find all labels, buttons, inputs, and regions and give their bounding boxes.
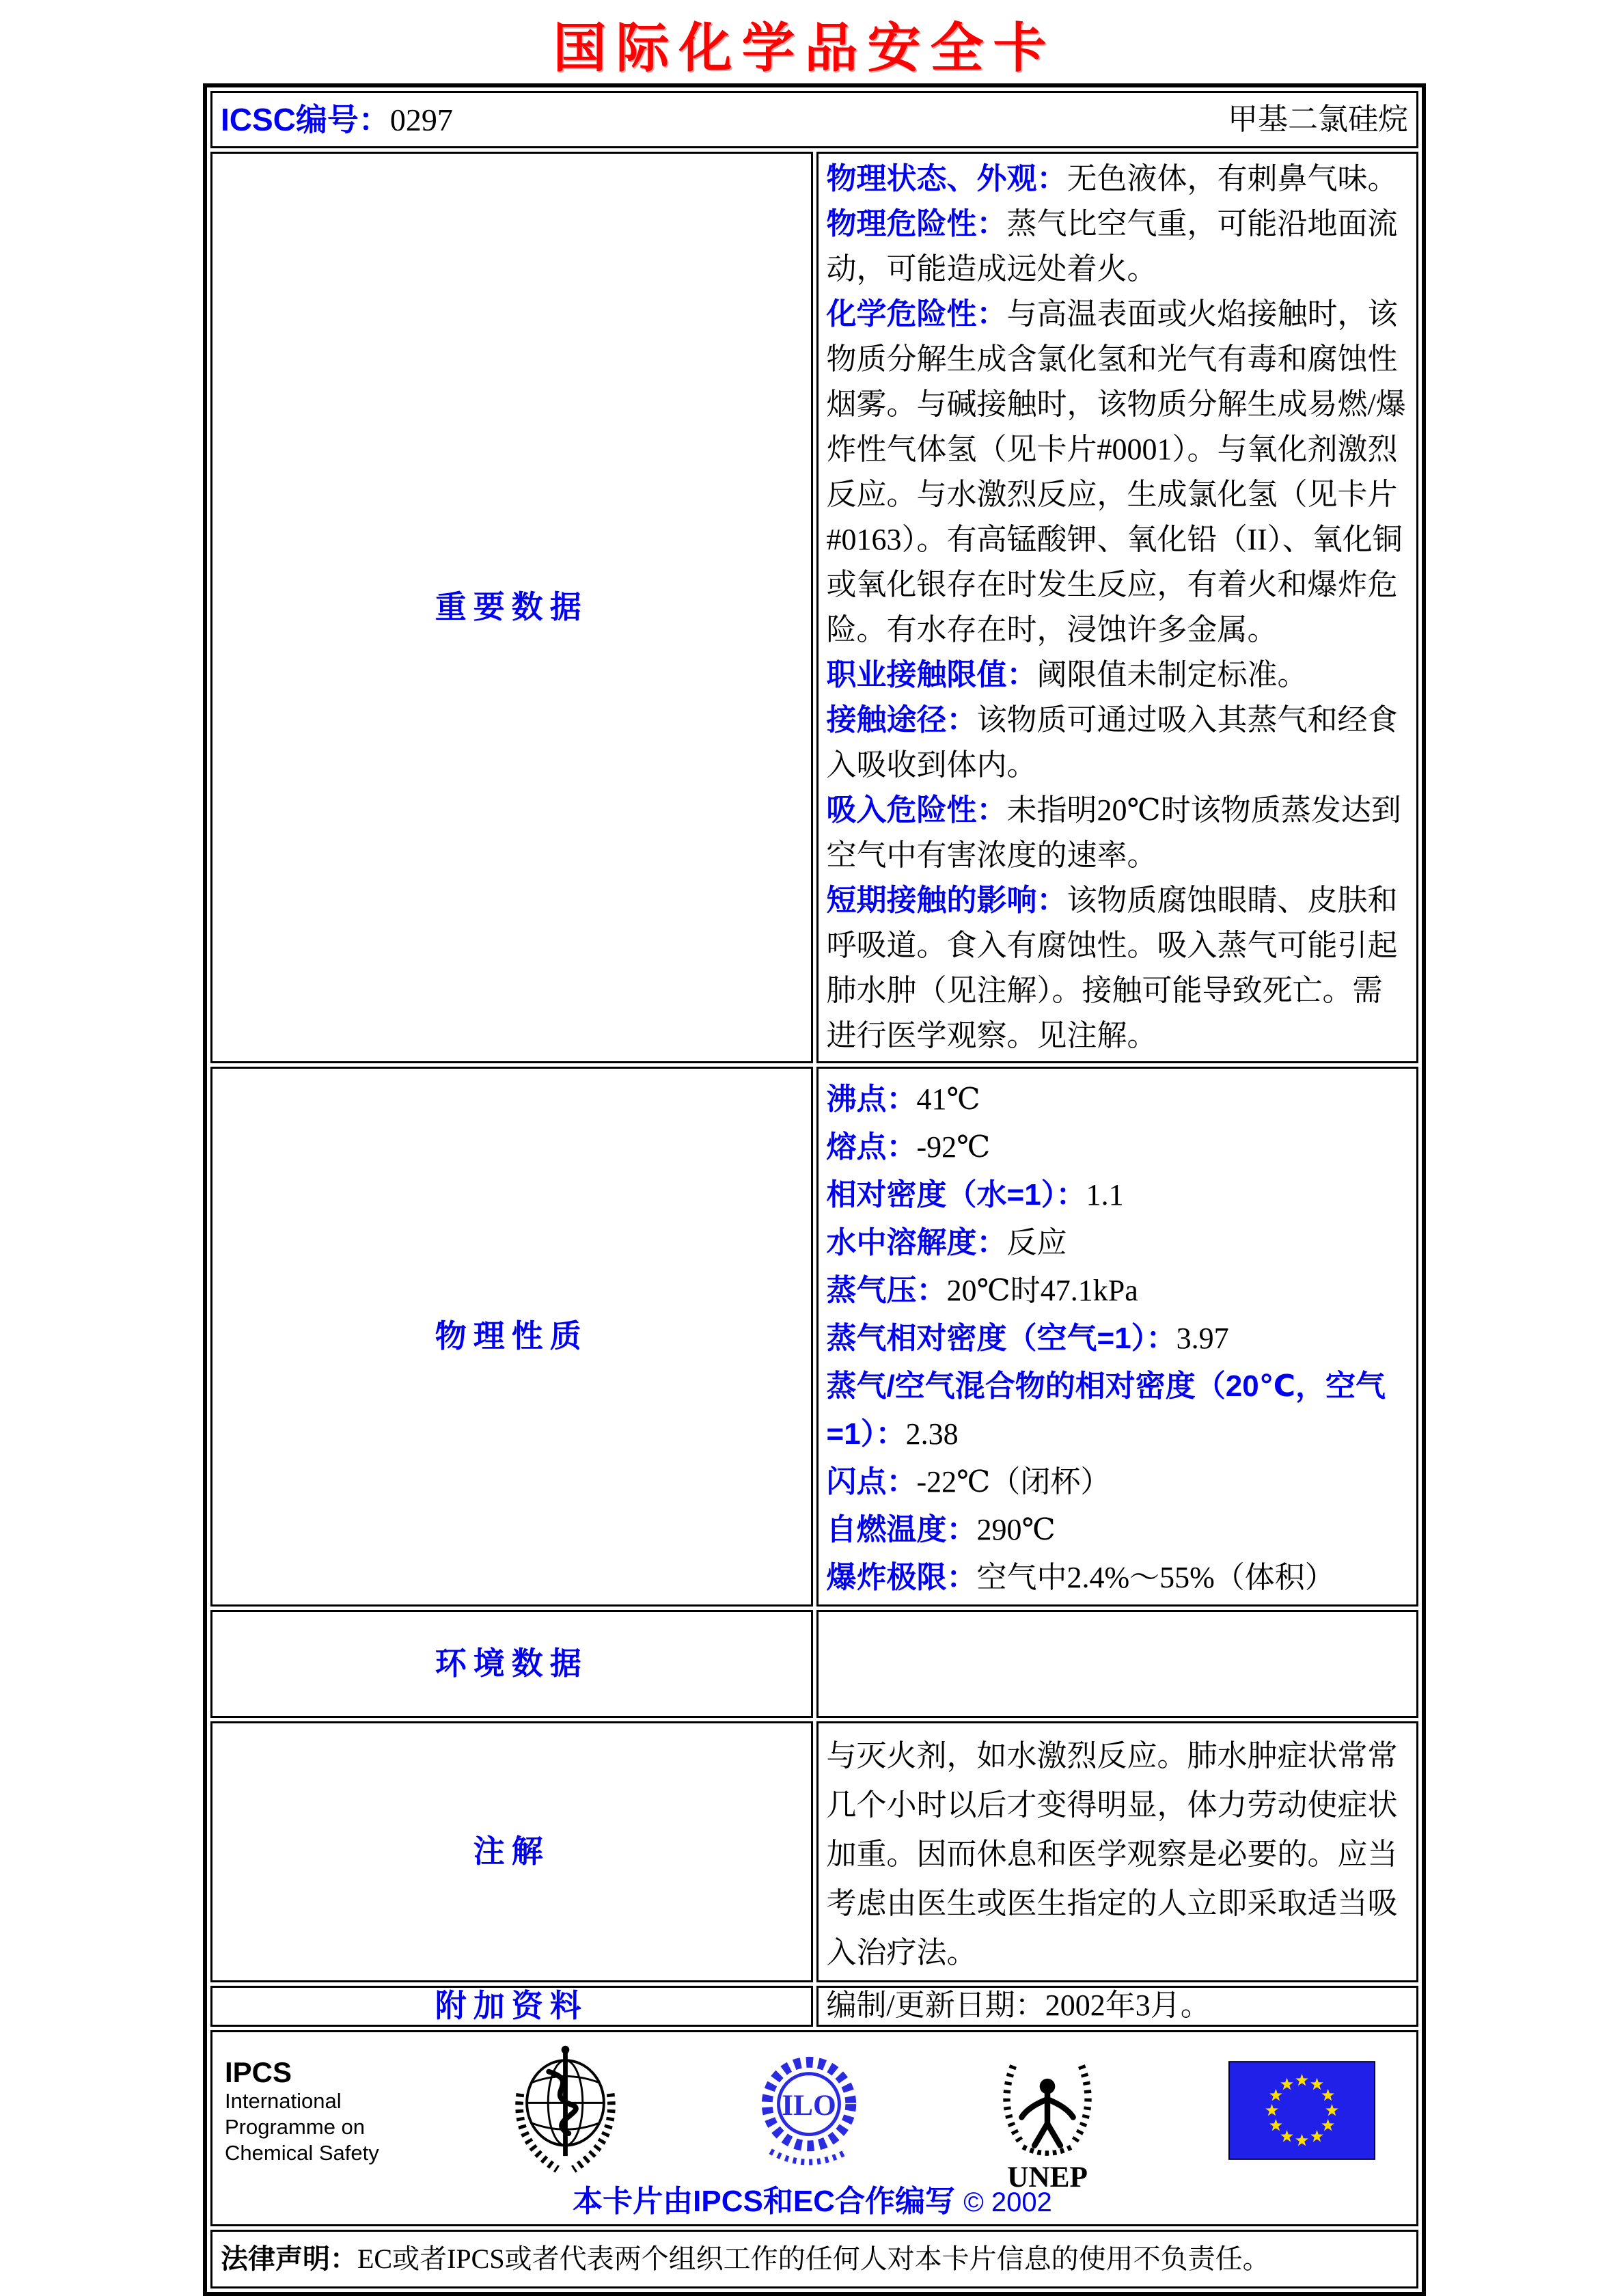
environmental-data-content-cell — [816, 1610, 1419, 1718]
field-value: 无色液体，有刺鼻气味。 — [1067, 162, 1398, 195]
data-item — [827, 202, 1409, 292]
section-label-notes: 注解 — [473, 1833, 550, 1869]
legal-text: EC或者IPCS或者代表两个组织工作的任何人对本卡片信息的使用不负责任。 — [357, 2243, 1270, 2274]
property-item — [827, 1554, 1409, 1602]
section-label-additional: 附加资料 — [435, 1988, 588, 2023]
additional-info-row — [210, 1986, 1418, 2027]
property-value: 290℃ — [976, 1513, 1056, 1546]
field-label: 短期接触的影响： — [826, 884, 1067, 917]
property-value: 3.97 — [1176, 1322, 1229, 1355]
property-item — [827, 1363, 1409, 1458]
card-caption — [222, 2184, 1403, 2220]
environmental-data-label-cell — [210, 1610, 813, 1718]
ipcs-line: Programme on — [225, 2115, 366, 2139]
additional-info-label-cell — [210, 1986, 813, 2027]
section-label-physical: 物理性质 — [435, 1318, 588, 1354]
copyright-text: © 2002 — [963, 2187, 1052, 2217]
important-data-row — [210, 152, 1418, 1063]
field-label: 化学危险性： — [826, 297, 1007, 331]
physical-properties-content-cell — [816, 1067, 1419, 1607]
update-date-label: 编制/更新日期： — [826, 1988, 1045, 2022]
section-label-environment: 环境数据 — [435, 1645, 588, 1681]
notes-label-cell — [210, 1721, 813, 1982]
who-logo-icon — [506, 2040, 625, 2183]
property-value: 反应 — [1006, 1226, 1067, 1259]
data-item — [827, 788, 1409, 878]
notes-content-cell — [816, 1721, 1419, 1982]
section-label-important: 重要数据 — [435, 589, 588, 625]
property-item — [827, 1171, 1409, 1219]
logos-cell — [210, 2030, 1418, 2226]
caption-text: 本卡片由IPCS和EC合作编写 — [573, 2185, 955, 2218]
logos-row — [210, 2030, 1418, 2226]
ipcs-text-block — [225, 2057, 379, 2166]
property-item — [827, 1219, 1409, 1267]
property-label: 蒸气相对密度（空气=1）： — [826, 1322, 1177, 1355]
ipcs-line: Chemical Safety — [225, 2141, 379, 2165]
field-label: 物理危险性： — [826, 207, 1007, 241]
property-value: 41℃ — [916, 1082, 980, 1116]
property-item — [827, 1506, 1409, 1554]
field-value: 阈限值未制定标准。 — [1036, 658, 1308, 692]
property-label: 熔点： — [826, 1130, 917, 1164]
property-item — [827, 1123, 1409, 1171]
chemical-name: 甲基二氯硅烷 — [1228, 102, 1408, 136]
notes-text: 与灭火剂，如水激烈反应。肺水肿症状常常几个小时以后才变得明显，体力劳动使症状加重。因而休息和医学观察是必要的。应当考虑由医生或医生指定的人立即采取适当吸入治疗法。 — [826, 1739, 1398, 1969]
property-item — [827, 1076, 1409, 1123]
legal-row — [210, 2230, 1418, 2288]
property-value: 20℃时47.1kPa — [946, 1274, 1138, 1307]
physical-properties-row — [210, 1067, 1418, 1607]
ipcs-acronym: IPCS — [225, 2056, 292, 2088]
property-label: 沸点： — [826, 1082, 917, 1116]
page-title: 国际化学品安全卡 — [553, 18, 1056, 78]
property-label: 水中溶解度： — [826, 1226, 1007, 1259]
ilo-logo-text: ILO — [781, 2088, 836, 2122]
property-item — [827, 1458, 1409, 1506]
physical-properties-label-cell — [210, 1067, 813, 1607]
data-item — [827, 878, 1409, 1058]
legal-label: 法律声明： — [221, 2244, 357, 2274]
property-label: 闪点： — [826, 1465, 917, 1499]
eu-flag-icon — [1228, 2061, 1375, 2160]
data-item — [827, 698, 1409, 788]
header-row — [210, 91, 1418, 148]
ilo-logo-icon — [752, 2049, 866, 2170]
property-item — [827, 1315, 1409, 1363]
field-label: 接触途径： — [826, 703, 977, 737]
property-value: 空气中2.4%～55%（体积） — [976, 1561, 1335, 1594]
data-item — [827, 653, 1409, 698]
icsc-card-table — [203, 83, 1426, 2296]
property-value: 2.38 — [905, 1417, 959, 1451]
field-value: 该物质可通过吸入其蒸气和经食入吸收到体内。 — [826, 703, 1398, 782]
property-value: 1.1 — [1086, 1178, 1124, 1212]
property-label: 爆炸极限： — [826, 1561, 977, 1594]
field-label: 吸入危险性： — [826, 793, 1007, 827]
field-value: 蒸气比空气重，可能沿地面流动，可能造成远处着火。 — [826, 207, 1398, 286]
important-data-content-cell — [816, 152, 1419, 1063]
ipcs-line: International — [225, 2089, 342, 2113]
notes-row — [210, 1721, 1418, 1982]
field-label: 物理状态、外观： — [826, 162, 1067, 195]
data-item — [827, 156, 1409, 202]
environmental-data-row — [210, 1610, 1418, 1718]
field-value: 与高温表面或火焰接触时，该物质分解生成含氯化氢和光气有毒和腐蚀性烟雾。与碱接触时，该物质分解生成易燃/爆炸性气体氢（见卡片#0001）。与氧化剂激烈反应。与水激烈反应，生成氯化氢（见卡片#0163）。有高锰酸钾、氧化铅（II）、氧化铜或氧化银存在时发生反应，有着火和爆炸危险。有水存在时，浸蚀许多金属。 — [826, 297, 1406, 646]
icsc-number-label: ICSC编号： — [221, 101, 390, 137]
field-value: 未指明20℃时该物质蒸发达到空气中有害浓度的速率。 — [826, 793, 1401, 872]
field-value: 该物质腐蚀眼睛、皮肤和呼吸道。食入有腐蚀性。吸入蒸气可能引起肺水肿（见注解）。接触可能导致死亡。需进行医学观察。见注解。 — [826, 884, 1398, 1052]
field-label: 职业接触限值： — [826, 658, 1037, 692]
header-cell — [210, 91, 1418, 148]
data-item — [827, 292, 1409, 653]
additional-info-content-cell — [816, 1986, 1419, 2027]
property-value: -92℃ — [916, 1130, 991, 1164]
property-value: -22℃（闭杯） — [916, 1465, 1111, 1499]
property-label: 相对密度（水=1）： — [826, 1178, 1086, 1212]
property-label: 蒸气压： — [826, 1274, 947, 1307]
property-label: 蒸气/空气混合物的相对密度（20℃，空气=1）： — [826, 1369, 1386, 1451]
property-item — [827, 1267, 1409, 1315]
icsc-number-group — [221, 97, 453, 143]
unep-logo-text: UNEP — [1006, 2161, 1088, 2194]
icsc-number-value: 0297 — [389, 102, 453, 137]
property-label: 自燃温度： — [826, 1513, 977, 1546]
update-date-value: 2002年3月。 — [1045, 1988, 1211, 2022]
important-data-label-cell — [210, 152, 813, 1063]
unep-logo-icon — [993, 2046, 1102, 2196]
legal-cell — [210, 2230, 1418, 2288]
